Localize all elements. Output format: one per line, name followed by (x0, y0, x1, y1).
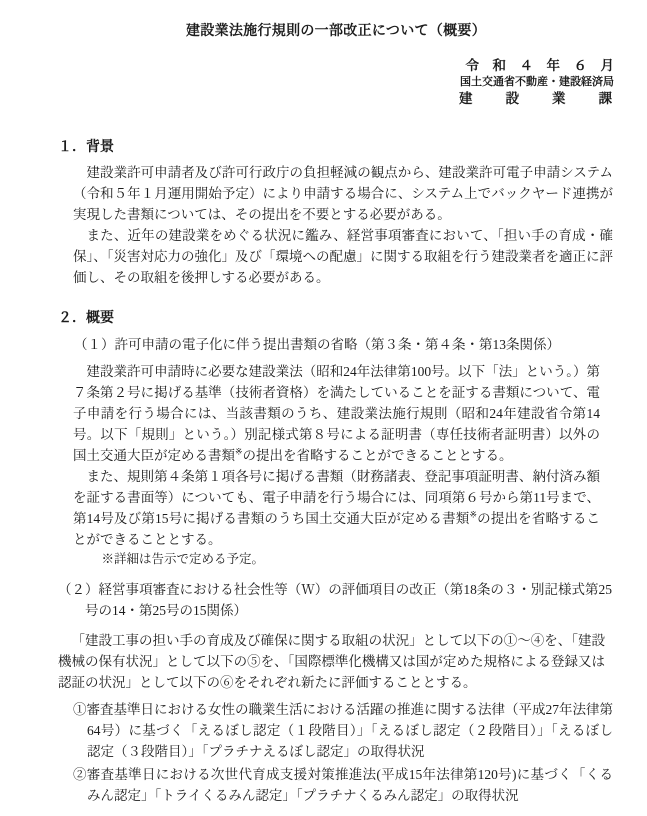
subsection1-paragraph-2: また、規則第４条第１項各号に掲げる書類（財務諸表、登記事項証明書、納付済み額を証する書面等）についても、電子申請を行う場合には、同項第６号から第11号まで、第14号及び第15号に掲げる書類のうち国土交通大臣が定める書類※の提出を省略することができることとする。 (73, 469, 601, 547)
organization-line: 国土交通省不動産・建設経済局 (460, 76, 614, 88)
header-right-block (58, 57, 614, 108)
subsection1-note: ※詳細は告示で定める予定。 (101, 552, 265, 566)
subsection1-heading: （１）許可申請の電子化に伴う提出書類の省略（第３条・第４条・第13条関係） (74, 337, 560, 352)
subsection2-item-1: ①審査基準日における女性の職業生活における活躍の推進に関する法律（平成27年法律第64号）に基づく「えるぼし認定（１段階目）」「えるぼし認定（２段階目）」「えるぼし認定（３段階目）」「プラチナえるぼし認定」の取得状況 (73, 702, 613, 759)
document-title: 建設業法施行規則の一部改正について（概要） (185, 22, 487, 38)
subsection2-item-2: ②審査基準日における次世代育成支援対策推進法(平成15年法律第120号)に基づく「くるみん認定」「トライくるみん認定」「プラチナくるみん認定」の取得状況 (73, 767, 613, 803)
subsection2-heading: （２）経営事項審査における社会性等（Ｗ）の評価項目の改正（第18条の３・別記様式第25号の14・第25号の15関係） (58, 582, 612, 618)
section1-paragraph-2: また、近年の建設業をめぐる状況に鑑み、経営事項審査において、「担い手の育成・確保」、「災害対応力の強化」及び「環境への配慮」に関する取組を行う建設業者を適正に評価し、その取組を後押しする必要がある。 (73, 228, 613, 285)
date-line: 令 和 ４ 年 ６ 月 (465, 58, 614, 73)
division-line: 建 設 業 課 (459, 91, 614, 106)
section1-paragraph-1: 建設業許可申請者及び許可行政庁の負担軽減の観点から、建設業許可電子申請システム（令和５年１月運用開始予定）により申請する場合に、システム上でバックヤード連携が実現した書類については、その提出を不要とする必要がある。 (73, 165, 613, 222)
subsection2-paragraph: 「建設工事の担い手の育成及び確保に関する取組の状況」として以下の①～④を、「建設機械の保有状況」として以下の⑤を、「国際標準化機構又は国が定めた規格による登録又は認証の状況」として以下の⑥をそれぞれ新たに評価することとする。 (58, 633, 605, 690)
subsection1-paragraph-1: 建設業許可申請時に必要な建設業法（昭和24年法律第100号。以下「法」という。）第７条第２号に掲げる基準（技術者資格）を満たしていることを証する書類について、電子申請を行う場合には、当該書類のうち、建設業法施行規則（昭和24年建設省令第14号。以下「規則」という。）別記様式第８号による証明書（専任技術者証明書）以外の国土交通大臣が定める書類※の提出を省略することができることとする。 (73, 364, 600, 463)
section1-heading: １．背景 (58, 138, 114, 154)
section2-heading: ２．概要 (58, 309, 114, 325)
